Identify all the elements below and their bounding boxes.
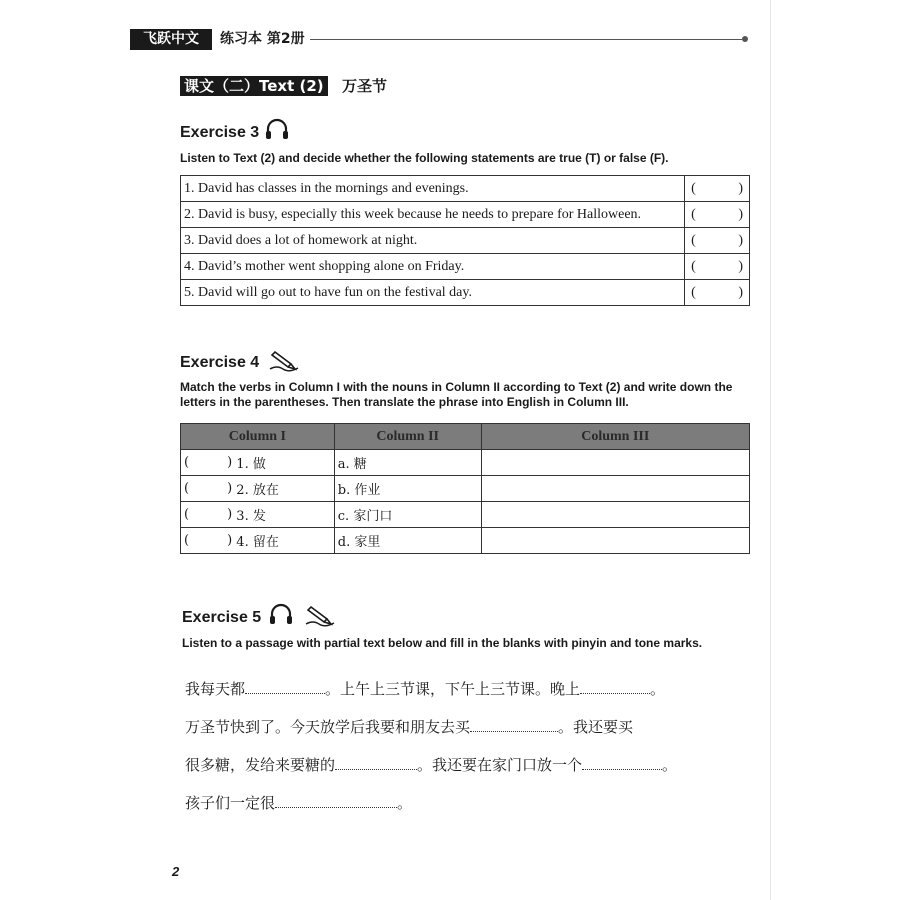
column-header: Column II bbox=[334, 424, 481, 450]
paren-open: ( bbox=[184, 507, 190, 522]
paren-close: ) bbox=[738, 232, 743, 248]
verb-cell[interactable] bbox=[181, 450, 335, 476]
paren-open: ( bbox=[691, 206, 696, 222]
verb-text: 3. 发 bbox=[236, 509, 266, 524]
exercise3-instruction: Listen to Text (2) and decide whether the following statements are true (T) or false (F). bbox=[180, 151, 669, 165]
blank-field[interactable] bbox=[335, 755, 417, 770]
paren-close: ) bbox=[227, 481, 233, 496]
page-header bbox=[130, 29, 760, 51]
blank-field[interactable] bbox=[582, 755, 662, 770]
lesson-tag: 课文（二）Text (2) bbox=[180, 76, 328, 96]
noun-cell: a. 糖 bbox=[334, 450, 481, 476]
answer-cell[interactable] bbox=[685, 228, 750, 254]
exercise5-instruction: Listen to a passage with partial text below and fill in the blanks with pinyin and tone marks. bbox=[182, 636, 703, 650]
passage-text: 孩子们一定很 bbox=[185, 794, 276, 812]
statement-cell: 5. David will go out to have fun on the festival day. bbox=[181, 280, 685, 306]
noun-cell: b. 作业 bbox=[334, 476, 481, 502]
verb-text: 2. 放在 bbox=[236, 483, 279, 498]
paren-close: ) bbox=[738, 258, 743, 274]
statement-cell: 3. David does a lot of homework at night. bbox=[181, 228, 685, 254]
blank-field[interactable] bbox=[470, 717, 558, 732]
paren-close: ) bbox=[227, 455, 233, 470]
exercise5-title: Exercise 5 bbox=[182, 609, 262, 626]
verb-cell[interactable] bbox=[181, 476, 335, 502]
answer-cell[interactable] bbox=[685, 254, 750, 280]
paren-close: ) bbox=[738, 206, 743, 222]
verb-text: 4. 留在 bbox=[236, 535, 279, 550]
translation-cell[interactable] bbox=[481, 528, 749, 554]
exercise4-instruction: Match the verbs in Column I with the nouns in Column II according to Text (2) and write down the letters in the parentheses. Then translate the phrase into English in Column III. bbox=[180, 380, 733, 409]
table-row bbox=[181, 202, 750, 228]
passage-line bbox=[185, 784, 745, 822]
column-header: Column III bbox=[481, 424, 749, 450]
pen-writing-icon bbox=[267, 348, 301, 372]
exercise3-title: Exercise 3 bbox=[180, 124, 260, 141]
table-row bbox=[181, 280, 750, 306]
header-rule bbox=[310, 39, 742, 40]
translation-cell[interactable] bbox=[481, 450, 749, 476]
paren-open: ( bbox=[184, 455, 190, 470]
brand-label: 飞跃中文 bbox=[130, 29, 212, 50]
answer-cell[interactable] bbox=[685, 280, 750, 306]
fill-in-passage bbox=[185, 670, 745, 822]
headphones-icon bbox=[268, 602, 294, 628]
noun-cell: d. 家里 bbox=[334, 528, 481, 554]
passage-text: 。 bbox=[650, 680, 666, 698]
paren-open: ( bbox=[691, 258, 696, 274]
statement-cell: 4. David’s mother went shopping alone on Friday. bbox=[181, 254, 685, 280]
verb-cell[interactable] bbox=[181, 528, 335, 554]
table-row bbox=[181, 528, 750, 554]
exercise4-title: Exercise 4 bbox=[180, 354, 260, 371]
passage-text: 。我还要买 bbox=[558, 718, 634, 736]
answer-cell[interactable] bbox=[685, 202, 750, 228]
lesson-name: 万圣节 bbox=[342, 77, 388, 95]
paren-open: ( bbox=[184, 481, 190, 496]
matching-table bbox=[180, 423, 750, 554]
table-row bbox=[181, 228, 750, 254]
blank-field[interactable] bbox=[275, 793, 397, 808]
column-header: Column I bbox=[181, 424, 335, 450]
table-row bbox=[181, 450, 750, 476]
passage-line bbox=[185, 746, 745, 784]
passage-text: 。上午上三节课，下午上三节课。晚上 bbox=[325, 680, 581, 698]
passage-text: 。我还要在家门口放一个 bbox=[417, 756, 583, 774]
passage-line bbox=[185, 708, 745, 746]
paren-open: ( bbox=[691, 180, 696, 196]
book-title: 练习本 第2册 bbox=[220, 31, 305, 47]
passage-text: 万圣节快到了。今天放学后我要和朋友去买 bbox=[185, 718, 471, 736]
table-header-row bbox=[181, 424, 750, 450]
verb-text: 1. 做 bbox=[236, 457, 266, 472]
translation-cell[interactable] bbox=[481, 502, 749, 528]
header-dot bbox=[742, 36, 748, 42]
blank-field[interactable] bbox=[245, 679, 325, 694]
paren-close: ) bbox=[227, 507, 233, 522]
paren-open: ( bbox=[691, 284, 696, 300]
paren-close: ) bbox=[738, 180, 743, 196]
paren-close: ) bbox=[227, 533, 233, 548]
passage-text: 。 bbox=[397, 794, 413, 812]
passage-text: 。 bbox=[662, 756, 678, 774]
table-row bbox=[181, 254, 750, 280]
statement-cell: 2. David is busy, especially this week because he needs to prepare for Halloween. bbox=[181, 202, 685, 228]
paren-close: ) bbox=[738, 284, 743, 300]
headphones-icon bbox=[264, 117, 290, 143]
statement-cell: 1. David has classes in the mornings and evenings. bbox=[181, 176, 685, 202]
noun-cell: c. 家门口 bbox=[334, 502, 481, 528]
page-edge bbox=[770, 0, 771, 900]
paren-open: ( bbox=[691, 232, 696, 248]
passage-line bbox=[185, 670, 745, 708]
passage-text: 我每天都 bbox=[185, 680, 246, 698]
blank-field[interactable] bbox=[580, 679, 650, 694]
answer-cell[interactable] bbox=[685, 176, 750, 202]
table-row bbox=[181, 476, 750, 502]
translation-cell[interactable] bbox=[481, 476, 749, 502]
table-row bbox=[181, 502, 750, 528]
passage-text: 很多糖，发给来要糖的 bbox=[185, 756, 336, 774]
pen-writing-icon bbox=[303, 603, 337, 627]
paren-open: ( bbox=[184, 533, 190, 548]
page-number: 2 bbox=[172, 864, 180, 879]
true-false-table bbox=[180, 175, 750, 306]
verb-cell[interactable] bbox=[181, 502, 335, 528]
table-row bbox=[181, 176, 750, 202]
